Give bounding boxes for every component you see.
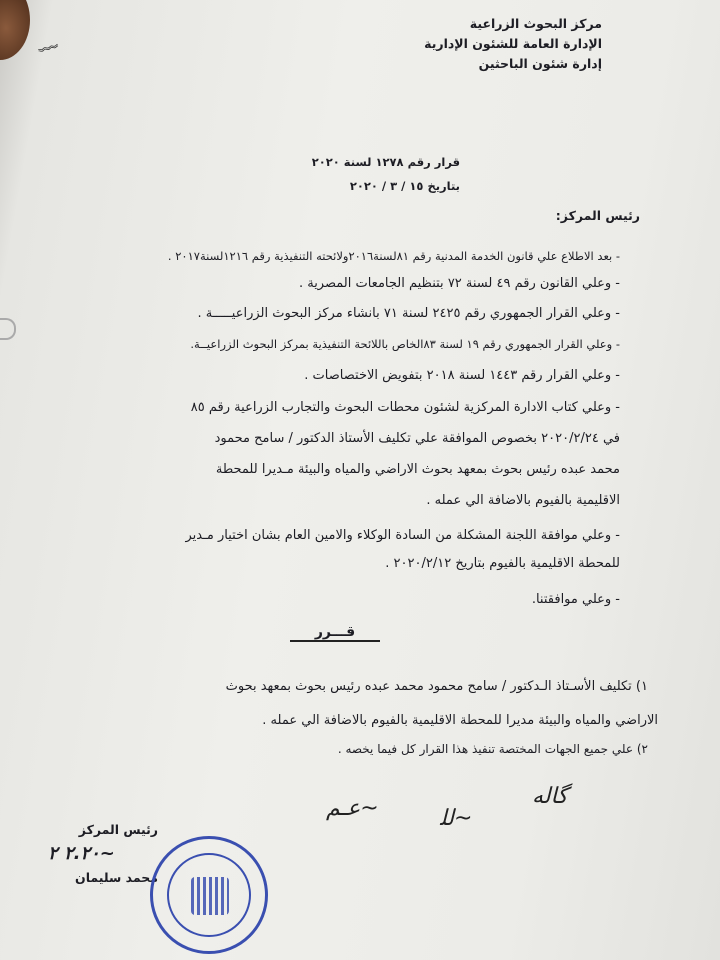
- preamble-line: للمحطة الاقليمية بالفيوم بتاريخ ٢٠٢٠/٢/١٢ .: [385, 556, 620, 571]
- preamble-line: - بعد الاطلاع علي قانون الخدمة المدنية رقم ٨١لسنة٢٠١٦ولائحته التنفيذية رقم ١٢١٦لسنة٢٠١٧ .: [167, 249, 620, 263]
- preamble-item: [0, 300, 620, 328]
- thumb-photo-artifact: [0, 0, 30, 60]
- pen-scribble: ﹌: [37, 41, 64, 71]
- decree-items: [88, 670, 658, 760]
- letterhead: [362, 14, 602, 74]
- preamble-item: [0, 392, 620, 516]
- preamble-line: في ٢٠٢٠/٢/٢٤ بخصوص الموافقة علي تكليف الأستاذ الدكتور / سامح محمود: [214, 431, 620, 446]
- preamble-item: [0, 330, 620, 358]
- preamble-item: [0, 362, 620, 390]
- decision-number: قرار رقم ١٢٧٨ لسنة ٢٠٢٠: [311, 155, 460, 169]
- preamble-line: - وعلي موافقة اللجنة المشكلة من السادة الوكلاء والامين العام بشان اختيار مـدير: [185, 528, 620, 543]
- letterhead-line-1: مركز البحوث الزراعية: [469, 16, 602, 31]
- decision-date: بتاريخ ١٥ / ٣ / ٢٠٢٠: [349, 179, 460, 193]
- preamble-item: [0, 522, 620, 578]
- preamble-line: الاقليمية بالفيوم بالاضافة الي عمله .: [426, 493, 620, 508]
- preamble-line: محمد عبده رئيس بحوث بمعهد بحوث الاراضي والمياه والبيئة مـديرا للمحطة: [215, 462, 620, 477]
- preamble-line: - وعلي القرار رقم ١٤٤٣ لسنة ٢٠١٨ بتفويض الاختصاصات .: [304, 368, 620, 383]
- signature-3: ﮔﺎﻟﻪ: [532, 784, 568, 809]
- chief-signature-block: [48, 818, 158, 890]
- preamble-line: - وعلي كتاب الادارة المركزية لشئون محطات البحوث والتجارب الزراعية رقم ٨٥: [190, 400, 620, 415]
- preamble-item: [0, 586, 620, 614]
- decree-item-1-line-1: ١) تكليف الأسـتاذ الـدكتور / سامح محمود محمد عبده رئيس بحوث بمعهد بحوث: [225, 679, 648, 694]
- preamble-line: - وعلي القرار الجمهوري رقم ٢٤٢٥ لسنة ٧١ بانشاء مركز البحوث الزراعيـــــة .: [197, 306, 620, 321]
- decree-item-2: ٢) علي جميع الجهات المختصة تنفيذ هذا القرار كل فيما يخصه .: [337, 742, 648, 756]
- official-seal: [150, 836, 268, 954]
- decree-item-1-line-2: الاراضي والمياه والبيئة مديرا للمحطة الاقليمية بالفيوم بالاضافة الي عمله .: [262, 713, 658, 728]
- signature-1: ﻋـﻢ~: [326, 796, 379, 821]
- preamble-item: [0, 270, 620, 298]
- preamble-line: - وعلي القرار الجمهوري رقم ١٩ لسنة ٨٣الخاص باللائحة التنفيذية بمركز البحوث الزراعيــة.: [190, 337, 620, 351]
- preamble-item: [0, 242, 620, 270]
- preamble-line: - وعلي القانون رقم ٤٩ لسنة ٧٢ بتنظيم الجامعات المصرية .: [298, 276, 620, 291]
- chief-block-title: رئيس المركز: [78, 822, 158, 837]
- seal-emblem: [191, 877, 229, 915]
- preamble-line: - وعلي موافقتنا.: [531, 592, 620, 607]
- chief-signature-scrawl: ~٢.٢٠ ٢: [48, 843, 115, 864]
- decision-reference: [250, 150, 460, 198]
- addressee-title: رئيس المركز:: [555, 208, 640, 223]
- chief-name: محمد سليمان: [75, 870, 158, 885]
- signature-2: ﻟﻠ~: [440, 806, 473, 831]
- letterhead-line-2: الإدارة العامة للشئون الإدارية: [424, 36, 602, 51]
- letterhead-line-3: إدارة شئون الباحثين: [478, 56, 602, 71]
- decree-heading: قـــرر: [290, 624, 380, 642]
